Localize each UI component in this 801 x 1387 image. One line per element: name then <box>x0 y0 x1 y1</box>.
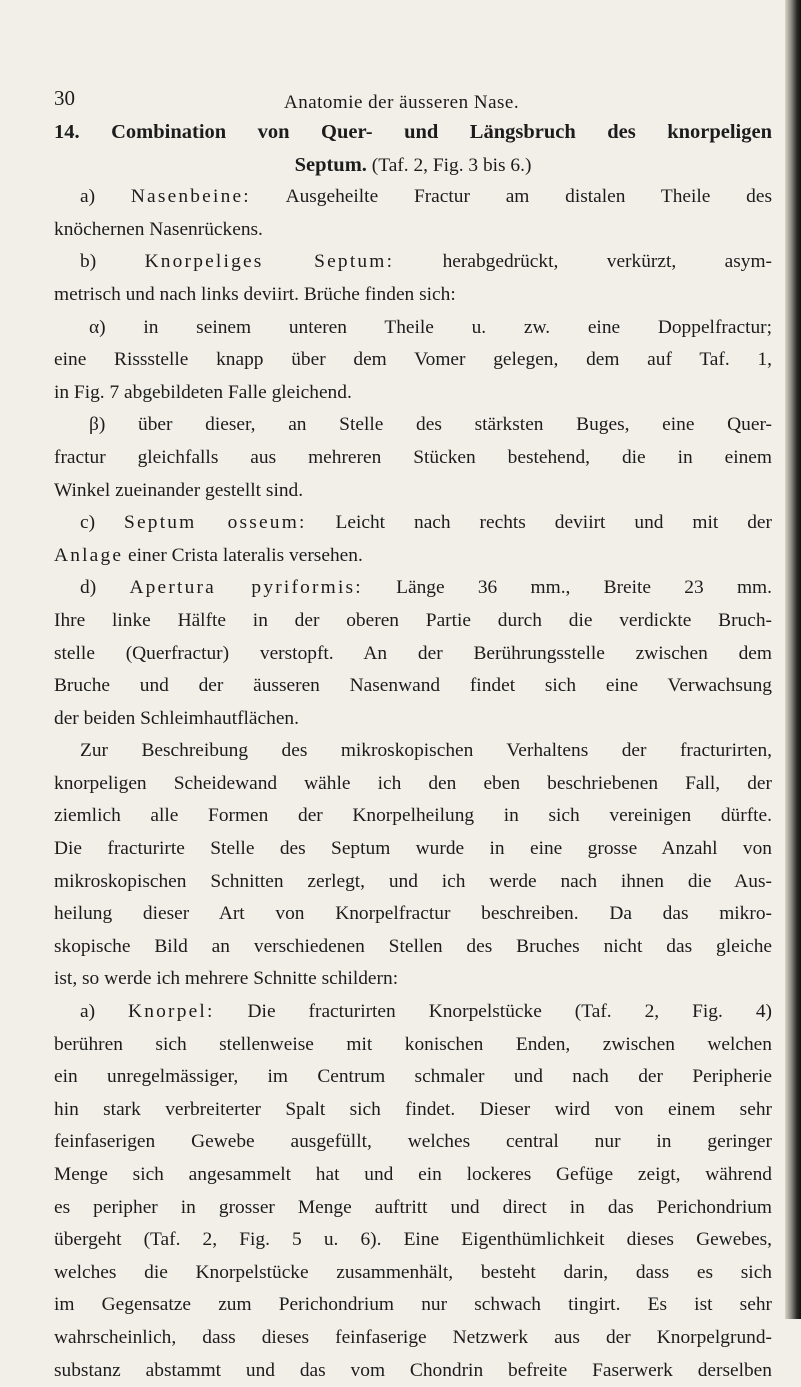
text-run: Apertura pyriformis: <box>129 577 363 599</box>
paragraph-line: metrisch und nach links deviirt. Brüche finden sich: <box>54 283 456 305</box>
paragraph-line: in Fig. 7 abgebildeten Falle gleichend. <box>54 381 352 403</box>
text-run: herabgedrückt, verkürzt, asym- <box>394 251 772 273</box>
paragraph-line: stelle (Querfractur) verstopft. An der Berührungsstelle zwischen dem <box>54 642 772 664</box>
text-run: d) <box>80 577 130 599</box>
paragraph-line: wahrscheinlich, dass dieses feinfaserige Netzwerk aus der Knorpelgrund- <box>54 1326 772 1348</box>
paragraph-line: der beiden Schleimhautflächen. <box>54 707 299 729</box>
text-run: Knorpel: <box>128 1001 215 1023</box>
page-edge-shadow <box>785 0 801 1319</box>
paragraph-line: ist, so werde ich mehrere Schnitte schildern: <box>54 968 399 990</box>
page-number: 30 <box>54 86 75 110</box>
paragraph-line: übergeht (Taf. 2, Fig. 5 u. 6). Eine Eigenthümlichkeit dieses Gewebes, <box>54 1229 772 1251</box>
text-run: Septum osseum: <box>124 512 307 534</box>
paragraph-line: knöchernen Nasenrückens. <box>54 218 263 240</box>
paragraph-line: ein unregelmässiger, im Centrum schmaler und nach der Peripherie <box>54 1066 772 1088</box>
paragraph-line: feinfaserigen Gewebe ausgefüllt, welches central nur in geringer <box>54 1131 772 1153</box>
paragraph-line: welches die Knorpelstücke zusammenhält, besteht darin, dass es sich <box>54 1261 772 1283</box>
paragraph-line <box>54 246 772 279</box>
text-run: a) <box>80 1001 129 1023</box>
page-header <box>54 86 777 116</box>
paragraph-line: im Gegensatze zum Perichondrium nur schwach tingirt. Es ist sehr <box>54 1294 772 1316</box>
text-run: Septum. <box>294 153 367 176</box>
paragraph-line: heilung dieser Art von Knorpelfractur beschreiben. Da das mikro- <box>54 903 772 925</box>
paragraph-line: Ihre linke Hälfte in der oberen Partie durch die verdickte Bruch- <box>54 609 772 631</box>
paragraph-line: Die fracturirte Stelle des Septum wurde in eine grosse Anzahl von <box>54 838 772 860</box>
text-run: Leicht nach rechts deviirt und mit der <box>306 512 772 534</box>
text-run: Nasenbeine: <box>130 186 251 208</box>
text-run: einer Crista lateralis versehen. <box>123 544 363 566</box>
running-title: Anatomie der äusseren Nase. <box>284 92 520 113</box>
paragraph-line <box>54 572 772 605</box>
paragraph-line: skopische Bild an verschiedenen Stellen des Bruches nicht das gleiche <box>54 935 772 957</box>
paragraph-line: Winkel zueinander gestellt sind. <box>54 479 304 501</box>
section-heading-continued <box>54 149 772 182</box>
paragraph-line: knorpeligen Scheidewand wähle ich den eben beschriebenen Fall, der <box>54 772 772 794</box>
text-run: Ausgeheilte Fractur am distalen Theile des <box>250 186 772 208</box>
paragraph-line: ziemlich alle Formen der Knorpelheilung in sich vereinigen dürfte. <box>54 805 772 827</box>
body-text <box>54 116 772 1387</box>
paragraph-line <box>54 540 772 573</box>
paragraph-line <box>54 507 772 540</box>
text-run: c) <box>80 512 125 534</box>
paragraph-line: berühren sich stellenweise mit konischen Enden, zwischen welchen <box>54 1033 772 1055</box>
paragraph-line: es peripher in grosser Menge auftritt und direct in das Perichondrium <box>54 1196 772 1218</box>
paragraph-line: mikroskopischen Schnitten zerlegt, und ich werde nach ihnen die Aus- <box>54 870 772 892</box>
text-run: Anlage <box>54 544 124 566</box>
paragraph-line: Menge sich angesammelt hat und ein lockeres Gefüge zeigt, während <box>54 1164 772 1185</box>
text-run: a) <box>80 186 131 208</box>
paragraph-line: eine Rissstelle knapp über dem Vomer gelegen, dem auf Taf. 1, <box>54 349 772 371</box>
paragraph-line <box>54 181 772 214</box>
text-run: Länge 36 mm., Breite 23 mm. <box>362 577 772 599</box>
text-run: Knorpeliges Septum: <box>144 251 395 273</box>
paragraph-line: fractur gleichfalls aus mehreren Stücken bestehend, die in einem <box>54 446 772 468</box>
paragraph-line <box>54 996 772 1029</box>
paragraph-line: Zur Beschreibung des mikroskopischen Verhaltens der fracturirten, <box>80 740 772 762</box>
text-run: (Taf. 2, Fig. 3 bis 6.) <box>366 154 532 176</box>
paragraph-line: Bruche und der äusseren Nasenwand findet sich eine Verwachsung <box>54 675 772 697</box>
paragraph-line: α) in seinem unteren Theile u. zw. eine Doppelfractur; <box>89 316 772 338</box>
paragraph-line: substanz abstammt und das vom Chondrin befreite Faserwerk derselben <box>54 1359 772 1381</box>
paragraph-line: β) über dieser, an Stelle des stärksten Buges, eine Quer- <box>89 414 772 436</box>
section-heading: 14. Combination von Quer- und Längsbruch des knorpeligen <box>54 121 772 143</box>
text-run: Die fracturirten Knorpelstücke (Taf. 2, Fig. 4) <box>214 1001 772 1023</box>
text-run: b) <box>80 251 145 273</box>
paragraph-line: hin stark verbreiterter Spalt sich findet. Dieser wird von einem sehr <box>54 1098 772 1120</box>
